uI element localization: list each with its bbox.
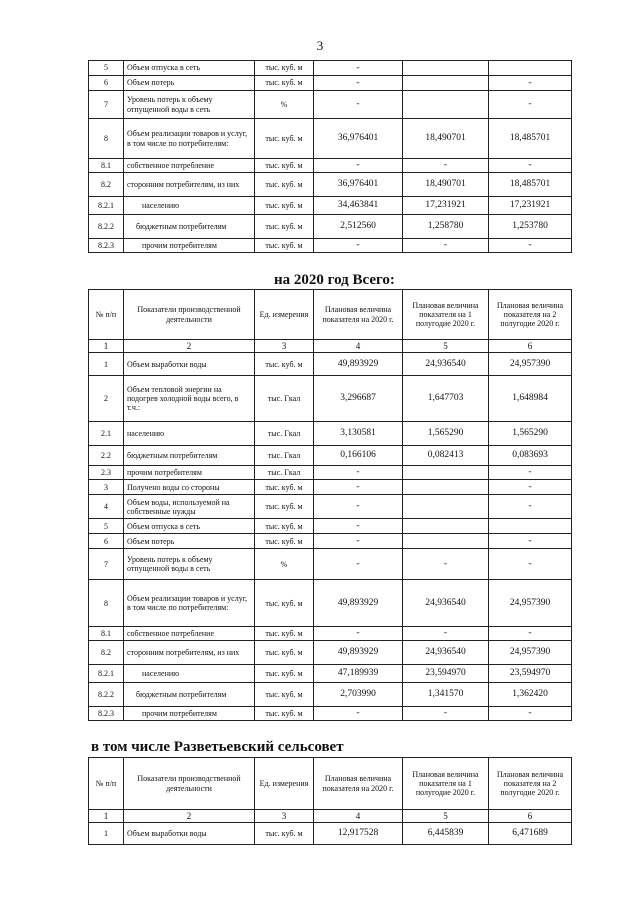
- row-number: 8.2.2: [89, 214, 124, 238]
- index-cell: 6: [489, 340, 572, 353]
- plan-year-value: 49,893929: [314, 353, 403, 376]
- plan-h2-value: 24,957390: [489, 580, 572, 627]
- unit-cell: %: [255, 549, 314, 580]
- index-cell: 1: [89, 340, 124, 353]
- row-number: 8.2.3: [89, 238, 124, 252]
- indicator-name: Объем отпуска в сеть: [124, 519, 255, 534]
- index-cell: 2: [124, 340, 255, 353]
- plan-h2-value: 17,231921: [489, 196, 572, 214]
- table-row: [89, 61, 572, 76]
- table-row: [89, 641, 572, 665]
- plan-year-value: -: [314, 627, 403, 641]
- plan-h1-value: 18,490701: [403, 172, 489, 196]
- row-number: 5: [89, 519, 124, 534]
- plan-year-value: 47,189939: [314, 665, 403, 683]
- plan-h1-value: 23,594970: [403, 665, 489, 683]
- plan-year-value: 2,512560: [314, 214, 403, 238]
- header-plan-year: Плановая величина показателя на 2020 г.: [314, 290, 403, 340]
- header-plan-h1: Плановая величина показателя на 1 полугодие 2020 г.: [403, 758, 489, 810]
- plan-h1-value: [403, 91, 489, 119]
- table-row: [89, 549, 572, 580]
- index-cell: 6: [489, 810, 572, 823]
- plan-year-value: 49,893929: [314, 580, 403, 627]
- row-number: 1: [89, 823, 124, 845]
- row-number: 3: [89, 480, 124, 495]
- page-number: 3: [316, 38, 324, 53]
- table-row: [89, 519, 572, 534]
- row-number: 8.2.2: [89, 683, 124, 707]
- indicator-name: сторонним потребителям, из них: [124, 641, 255, 665]
- plan-year-value: -: [314, 61, 403, 76]
- plan-h2-value: -: [489, 480, 572, 495]
- table-row: [89, 466, 572, 480]
- header-num: № п/п: [89, 290, 124, 340]
- plan-year-value: -: [314, 480, 403, 495]
- plan-year-value: -: [314, 466, 403, 480]
- plan-h1-value: [403, 519, 489, 534]
- indicator-name: бюджетным потребителям: [124, 446, 255, 466]
- unit-cell: тыс. куб. м: [255, 76, 314, 91]
- indicator-name: населению: [124, 422, 255, 446]
- indicator-name: бюджетным потребителям: [124, 683, 255, 707]
- plan-h2-value: [489, 61, 572, 76]
- table-row: [89, 91, 572, 119]
- table-row: [89, 683, 572, 707]
- unit-cell: тыс. Гкал: [255, 446, 314, 466]
- plan-h1-value: 24,936540: [403, 641, 489, 665]
- unit-cell: тыс. куб. м: [255, 519, 314, 534]
- indicator-name: сторонним потребителям, из них: [124, 172, 255, 196]
- plan-h1-value: [403, 466, 489, 480]
- plan-h1-value: 1,647703: [403, 376, 489, 422]
- unit-cell: тыс. куб. м: [255, 641, 314, 665]
- unit-cell: тыс. куб. м: [255, 480, 314, 495]
- plan-h1-value: [403, 61, 489, 76]
- table-row: [89, 76, 572, 91]
- plan-h1-value: 1,258780: [403, 214, 489, 238]
- unit-cell: тыс. куб. м: [255, 61, 314, 76]
- unit-cell: тыс. Гкал: [255, 376, 314, 422]
- plan-h2-value: 18,485701: [489, 172, 572, 196]
- row-number: 2.3: [89, 466, 124, 480]
- plan-year-value: -: [314, 238, 403, 252]
- plan-h2-value: 24,957390: [489, 353, 572, 376]
- plan-h2-value: -: [489, 91, 572, 119]
- indicator-name: собственное потребление: [124, 627, 255, 641]
- row-number: 2.1: [89, 422, 124, 446]
- plan-h2-value: -: [489, 549, 572, 580]
- plan-year-value: 12,917528: [314, 823, 403, 845]
- plan-h1-value: 17,231921: [403, 196, 489, 214]
- table-row: [89, 446, 572, 466]
- unit-cell: тыс. куб. м: [255, 159, 314, 173]
- row-number: 7: [89, 549, 124, 580]
- unit-cell: тыс. куб. м: [255, 627, 314, 641]
- plan-year-value: -: [314, 549, 403, 580]
- plan-year-value: -: [314, 159, 403, 173]
- plan-h2-value: -: [489, 495, 572, 519]
- indicator-name: прочим потребителям: [124, 238, 255, 252]
- plan-year-value: 34,463841: [314, 196, 403, 214]
- header-num: № п/п: [89, 758, 124, 810]
- plan-h1-value: 6,445839: [403, 823, 489, 845]
- row-number: 7: [89, 91, 124, 119]
- table-row: [89, 627, 572, 641]
- plan-year-value: -: [314, 76, 403, 91]
- plan-year-value: 36,976401: [314, 119, 403, 159]
- table-row: [89, 823, 572, 845]
- plan-h2-value: 23,594970: [489, 665, 572, 683]
- plan-h2-value: -: [489, 707, 572, 721]
- plan-h2-value: -: [489, 238, 572, 252]
- header-row: [89, 758, 572, 810]
- section-title-total: на 2020 год Всего:: [274, 272, 395, 288]
- row-number: 8.2.1: [89, 665, 124, 683]
- plan-h1-value: 1,341570: [403, 683, 489, 707]
- plan-h1-value: -: [403, 549, 489, 580]
- header-unit: Ед. измерения: [255, 758, 314, 810]
- plan-h1-value: -: [403, 238, 489, 252]
- header-plan-year: Плановая величина показателя на 2020 г.: [314, 758, 403, 810]
- unit-cell: тыс. Гкал: [255, 466, 314, 480]
- header-plan-h1: Плановая величина показателя на 1 полугодие 2020 г.: [403, 290, 489, 340]
- indicator-name: населению: [124, 665, 255, 683]
- unit-cell: %: [255, 91, 314, 119]
- table-row: [89, 353, 572, 376]
- row-number: 8.2: [89, 641, 124, 665]
- row-number: 2.2: [89, 446, 124, 466]
- unit-cell: тыс. куб. м: [255, 172, 314, 196]
- indicator-name: Получено воды со стороны: [124, 480, 255, 495]
- index-cell: 4: [314, 810, 403, 823]
- table-row: [89, 119, 572, 159]
- razvetyevsky-table: [88, 757, 572, 845]
- unit-cell: тыс. куб. м: [255, 683, 314, 707]
- plan-h1-value: [403, 76, 489, 91]
- table-row: [89, 159, 572, 173]
- plan-year-value: 2,703990: [314, 683, 403, 707]
- top-table: [88, 60, 572, 253]
- indicator-name: Объем потерь: [124, 76, 255, 91]
- plan-year-value: 0,166106: [314, 446, 403, 466]
- plan-year-value: 3,130581: [314, 422, 403, 446]
- indicator-name: прочим потребителям: [124, 466, 255, 480]
- header-unit: Ед. измерения: [255, 290, 314, 340]
- total-2020-table: [88, 289, 572, 721]
- table-row: [89, 665, 572, 683]
- plan-h2-value: 1,565290: [489, 422, 572, 446]
- indicator-name: Уровень потерь к объему отпущенной воды в сеть: [124, 549, 255, 580]
- plan-year-value: 49,893929: [314, 641, 403, 665]
- row-number: 8.2: [89, 172, 124, 196]
- table-row: [89, 495, 572, 519]
- section-title-razvetyevsky: в том числе Разветьевский сельсовет: [91, 739, 344, 755]
- indicator-name: Объем выработки воды: [124, 353, 255, 376]
- row-number: 6: [89, 534, 124, 549]
- row-number: 8: [89, 119, 124, 159]
- row-number: 8.1: [89, 159, 124, 173]
- row-number: 1: [89, 353, 124, 376]
- index-cell: 5: [403, 340, 489, 353]
- header-plan-h2: Плановая величина показателя на 2 полугодие 2020 г.: [489, 290, 572, 340]
- indicator-name: Уровень потерь к объему отпущенной воды в сеть: [124, 91, 255, 119]
- row-number: 5: [89, 61, 124, 76]
- unit-cell: тыс. куб. м: [255, 707, 314, 721]
- row-number: 8.1: [89, 627, 124, 641]
- plan-h2-value: -: [489, 76, 572, 91]
- unit-cell: тыс. куб. м: [255, 214, 314, 238]
- index-row: [89, 340, 572, 353]
- plan-h1-value: -: [403, 707, 489, 721]
- table-row: [89, 707, 572, 721]
- plan-h1-value: -: [403, 159, 489, 173]
- plan-year-value: -: [314, 534, 403, 549]
- index-cell: 1: [89, 810, 124, 823]
- table-row: [89, 214, 572, 238]
- unit-cell: тыс. куб. м: [255, 495, 314, 519]
- plan-year-value: 3,296687: [314, 376, 403, 422]
- unit-cell: тыс. Гкал: [255, 422, 314, 446]
- indicator-name: Объем воды, используемой на собственные нужды: [124, 495, 255, 519]
- table-row: [89, 422, 572, 446]
- plan-h1-value: 24,936540: [403, 580, 489, 627]
- plan-h2-value: 18,485701: [489, 119, 572, 159]
- plan-h1-value: [403, 480, 489, 495]
- plan-h2-value: 1,648984: [489, 376, 572, 422]
- unit-cell: тыс. куб. м: [255, 823, 314, 845]
- plan-h1-value: -: [403, 627, 489, 641]
- header-row: [89, 290, 572, 340]
- indicator-name: Объем реализации товаров и услуг, в том числе по потребителям:: [124, 580, 255, 627]
- indicator-name: Объем тепловой энергии на подогрев холодной воды всего, в т.ч.:: [124, 376, 255, 422]
- plan-h2-value: -: [489, 534, 572, 549]
- plan-h2-value: 6,471689: [489, 823, 572, 845]
- table-row: [89, 534, 572, 549]
- indicator-name: Объем отпуска в сеть: [124, 61, 255, 76]
- indicator-name: Объем выработки воды: [124, 823, 255, 845]
- plan-year-value: -: [314, 495, 403, 519]
- unit-cell: тыс. куб. м: [255, 119, 314, 159]
- plan-year-value: -: [314, 519, 403, 534]
- indicator-name: Объем потерь: [124, 534, 255, 549]
- plan-h1-value: 0,082413: [403, 446, 489, 466]
- row-number: 6: [89, 76, 124, 91]
- plan-h1-value: [403, 534, 489, 549]
- table-row: [89, 172, 572, 196]
- table-row: [89, 196, 572, 214]
- indicator-name: собственное потребление: [124, 159, 255, 173]
- plan-h2-value: 1,362420: [489, 683, 572, 707]
- plan-h2-value: [489, 519, 572, 534]
- row-number: 2: [89, 376, 124, 422]
- plan-year-value: -: [314, 91, 403, 119]
- unit-cell: тыс. куб. м: [255, 534, 314, 549]
- header-plan-h2: Плановая величина показателя на 2 полугодие 2020 г.: [489, 758, 572, 810]
- row-number: 8.2.3: [89, 707, 124, 721]
- plan-h1-value: 18,490701: [403, 119, 489, 159]
- header-indicator: Показатели производственной деятельности: [124, 758, 255, 810]
- index-cell: 5: [403, 810, 489, 823]
- unit-cell: тыс. куб. м: [255, 353, 314, 376]
- plan-h2-value: -: [489, 159, 572, 173]
- index-cell: 2: [124, 810, 255, 823]
- plan-h2-value: 0,083693: [489, 446, 572, 466]
- plan-h2-value: 1,253780: [489, 214, 572, 238]
- table-row: [89, 480, 572, 495]
- index-cell: 4: [314, 340, 403, 353]
- index-cell: 3: [255, 340, 314, 353]
- indicator-name: прочим потребителям: [124, 707, 255, 721]
- plan-year-value: -: [314, 707, 403, 721]
- index-row: [89, 810, 572, 823]
- table-row: [89, 238, 572, 252]
- row-number: 4: [89, 495, 124, 519]
- index-cell: 3: [255, 810, 314, 823]
- plan-h2-value: 24,957390: [489, 641, 572, 665]
- table-row: [89, 376, 572, 422]
- header-indicator: Показатели производственной деятельности: [124, 290, 255, 340]
- plan-h1-value: 24,936540: [403, 353, 489, 376]
- unit-cell: тыс. куб. м: [255, 238, 314, 252]
- plan-h1-value: 1,565290: [403, 422, 489, 446]
- indicator-name: населению: [124, 196, 255, 214]
- plan-h2-value: -: [489, 466, 572, 480]
- unit-cell: тыс. куб. м: [255, 580, 314, 627]
- unit-cell: тыс. куб. м: [255, 196, 314, 214]
- indicator-name: Объем реализации товаров и услуг, в том числе по потребителям:: [124, 119, 255, 159]
- plan-h2-value: -: [489, 627, 572, 641]
- row-number: 8.2.1: [89, 196, 124, 214]
- plan-h1-value: [403, 495, 489, 519]
- plan-year-value: 36,976401: [314, 172, 403, 196]
- table-row: [89, 580, 572, 627]
- indicator-name: бюджетным потребителям: [124, 214, 255, 238]
- row-number: 8: [89, 580, 124, 627]
- unit-cell: тыс. куб. м: [255, 665, 314, 683]
